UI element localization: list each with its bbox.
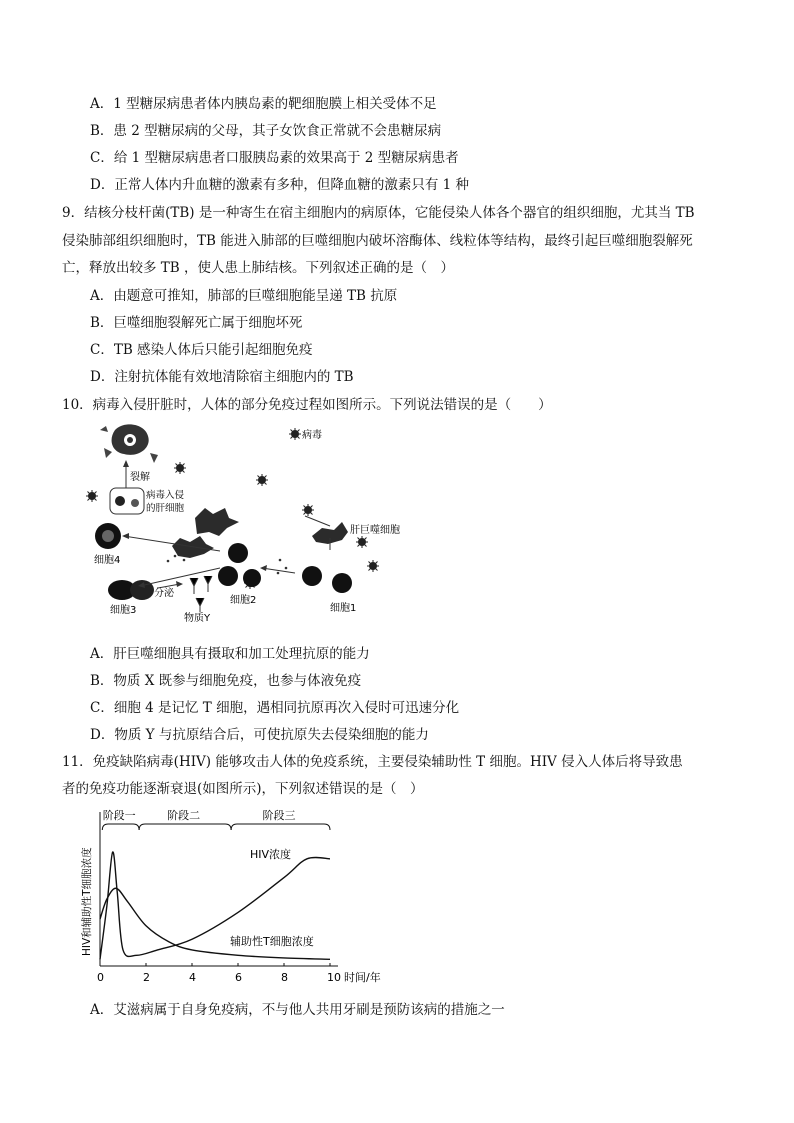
label-kupffer: 肝巨噬细胞 xyxy=(350,525,400,536)
x-tick-label: 10 xyxy=(327,971,341,984)
q8-option-b: B．患 2 型糖尿病的父母，其子女饮食正常就不会患糖尿病 xyxy=(90,123,442,139)
series-line-tcell xyxy=(100,888,330,959)
series-label-hiv: HIV浓度 xyxy=(250,848,292,861)
x-axis-label: 时间/年 xyxy=(344,971,381,984)
cell-2c xyxy=(243,569,261,587)
cell-1a xyxy=(302,566,322,586)
x-tick-label: 4 xyxy=(189,971,196,984)
q8-option-c: C．给 1 型糖尿病患者口服胰岛素的效果高于 2 型糖尿病患者 xyxy=(90,150,459,166)
q9-stem-line3: 亡，释放出较多 TB ，使人患上肺结核。下列叙述正确的是（ ） xyxy=(62,260,455,276)
q11-option-a: A．艾滋病属于自身免疫病，不与他人共用牙刷是预防该病的措施之一 xyxy=(90,1002,505,1018)
q10-option-c: C．细胞 4 是记忆 T 细胞，遇相同抗原再次入侵时可迅速分化 xyxy=(90,700,460,716)
stage-label: 阶段一 xyxy=(102,809,136,822)
q9-stem-line1: 9．结核分枝杆菌(TB) 是一种寄生在宿主细胞内的病原体，它能侵染人体各个器官的组织细胞，尤其当 TB xyxy=(62,205,695,221)
q9-stem-line2: 侵染肺部组织细胞时，TB 能进入肺部的巨噬细胞内破坏溶酶体、线粒体等结构，最终引起巨噬细胞裂解死 xyxy=(62,233,693,249)
macrophage xyxy=(172,508,348,558)
label-infected-2: 的肝细胞 xyxy=(146,503,185,514)
q11-stem-line2: 者的免疫功能逐渐衰退(如图所示)，下列叙述错误的是（ ） xyxy=(62,781,424,797)
x-tick-label: 6 xyxy=(235,971,242,984)
q9-option-b: B．巨噬细胞裂解死亡属于细胞坏死 xyxy=(90,315,303,331)
cell-1b xyxy=(332,573,352,593)
label-cell2: 细胞2 xyxy=(230,595,257,606)
q9-option-d: D．注射抗体能有效地清除宿主细胞内的 TB xyxy=(90,369,354,385)
virus-icon xyxy=(302,504,314,516)
label-lysis: 裂解 xyxy=(130,472,150,483)
x-tick-label: 8 xyxy=(281,971,288,984)
hiv-chart xyxy=(76,806,406,992)
label-cell4: 细胞4 xyxy=(94,555,121,566)
cell-2b xyxy=(218,566,238,586)
label-virus: 病毒 xyxy=(302,430,322,441)
x-tick-label: 0 xyxy=(97,971,104,984)
series-label-tcell: 辅助性T细胞浓度 xyxy=(230,935,314,948)
q8-option-a: A．1 型糖尿病患者体内胰岛素的靶细胞膜上相关受体不足 xyxy=(90,96,437,112)
y-axis-label: HIV和辅助性T细胞浓度 xyxy=(81,847,93,956)
label-cell3: 细胞3 xyxy=(110,605,137,616)
virus-icon xyxy=(356,536,368,548)
q9-option-a: A．由题意可推知，肺部的巨噬细胞能呈递 TB 抗原 xyxy=(90,288,398,304)
stage-label: 阶段二 xyxy=(167,809,201,822)
q8-option-d: D．正常人体内升血糖的激素有多种，但降血糖的激素只有 1 种 xyxy=(90,177,469,193)
q10-stem: 10．病毒入侵肝脏时，人体的部分免疫过程如图所示。下列说法错误的是（ ） xyxy=(62,397,552,413)
stage-brace xyxy=(231,824,330,830)
label-infected-1: 病毒入侵 xyxy=(146,490,185,501)
virus-icon xyxy=(289,428,301,440)
stage-label: 阶段三 xyxy=(262,809,296,822)
label-cell1: 细胞1 xyxy=(330,603,357,614)
q10-option-b: B．物质 X 既参与细胞免疫，也参与体液免疫 xyxy=(90,673,362,689)
infected-liver-cell xyxy=(110,488,144,514)
virus-icon xyxy=(86,490,98,502)
q11-stem-line1: 11．免疫缺陷病毒(HIV) 能够攻击人体的免疫系统，主要侵染辅助性 T 细胞。HIV 侵入人体后将导致患 xyxy=(62,754,683,770)
virus-icon xyxy=(174,462,186,474)
virus-icon xyxy=(367,560,379,572)
cell-2a xyxy=(228,543,248,563)
label-substance-y: 物质Y xyxy=(184,613,211,624)
immune-process-figure xyxy=(80,418,420,628)
x-tick-label: 2 xyxy=(143,971,150,984)
stage-brace xyxy=(139,824,231,830)
lysed-cell xyxy=(100,424,158,463)
q10-option-a: A．肝巨噬细胞具有摄取和加工处理抗原的能力 xyxy=(90,646,370,662)
q10-option-d: D．物质 Y 与抗原结合后，可使抗原失去侵染细胞的能力 xyxy=(90,727,429,743)
stage-brace xyxy=(102,824,139,830)
q9-option-c: C．TB 感染人体后只能引起细胞免疫 xyxy=(90,342,313,358)
label-secrete: 分泌 xyxy=(154,588,174,599)
antibody-icon xyxy=(190,576,212,612)
virus-icon xyxy=(256,474,268,486)
